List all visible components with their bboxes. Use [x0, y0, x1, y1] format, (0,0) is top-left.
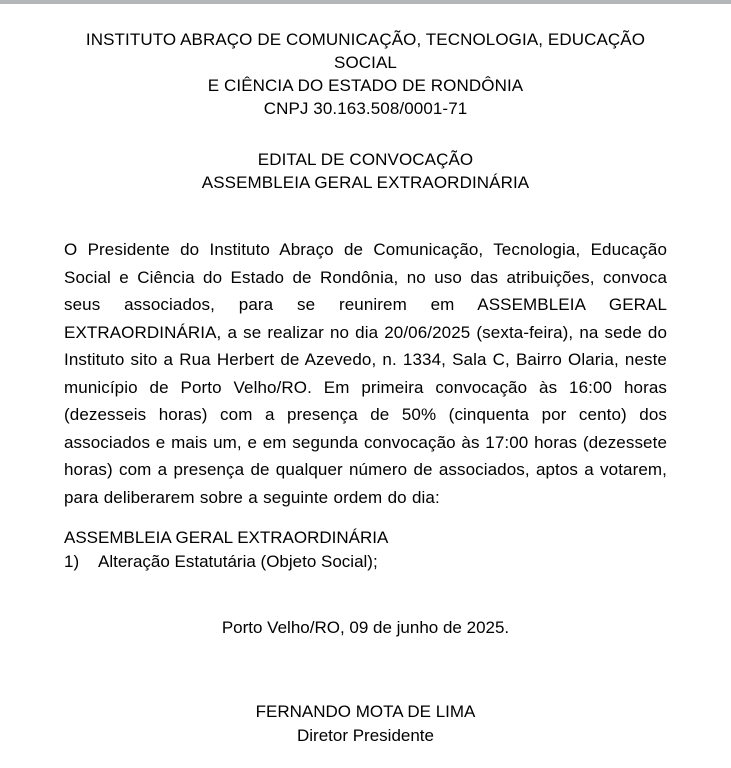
letterhead-line-2: E CIÊNCIA DO ESTADO DE RONDÔNIA — [207, 76, 524, 95]
letterhead — [64, 28, 667, 120]
letterhead-line-1: INSTITUTO ABRAÇO DE COMUNICAÇÃO, TECNOLOGIA, EDUCAÇÃO SOCIAL — [85, 30, 646, 72]
title-line-2: ASSEMBLEIA GERAL EXTRAORDINÁRIA — [201, 173, 530, 192]
signature-role: Diretor Presidente — [296, 726, 434, 745]
dateline: Porto Velho/RO, 09 de junho de 2025. — [221, 618, 510, 637]
signature-block — [64, 700, 667, 748]
signature-name: FERNANDO MOTA DE LIMA — [255, 702, 476, 721]
agenda-item-text: Alteração Estatutária (Objeto Social); — [98, 552, 378, 571]
letterhead-cnpj: CNPJ 30.163.508/0001-71 — [263, 99, 468, 118]
convocation-paragraph: O Presidente do Instituto Abraço de Comunicação, Tecnologia, Educação Social e Ciência do Estado de Rondônia, no uso das atribuições, convoca seus associados, para se reunirem em ASSEMBLEIA GERAL EXTRAORDINÁRIA, a se realizar no dia 20/06/2025 (sexta-feira), na sede do Instituto sito a Rua Herbert de Azevedo, n. 1334, Sala C, Bairro Olaria, neste município de Porto Velho/RO. Em primeira convocação às 16:00 horas (dezesseis horas) com a presença de 50% (cinquenta por cento) dos associados e mais um, e em segunda convocação às 17:00 horas (dezessete horas) com a presença de qualquer número de associados, aptos a votarem, para deliberarem sobre a seguinte ordem do dia: — [64, 240, 667, 507]
window-top-border — [0, 0, 731, 4]
agenda-heading: ASSEMBLEIA GERAL EXTRAORDINÁRIA — [64, 528, 389, 547]
agenda-item — [64, 550, 667, 574]
title-line-1: EDITAL DE CONVOCAÇÃO — [257, 150, 474, 169]
agenda-section — [64, 526, 667, 574]
document-title — [64, 148, 667, 194]
agenda-item-number: 1) — [64, 552, 80, 571]
document-body — [0, 28, 731, 748]
